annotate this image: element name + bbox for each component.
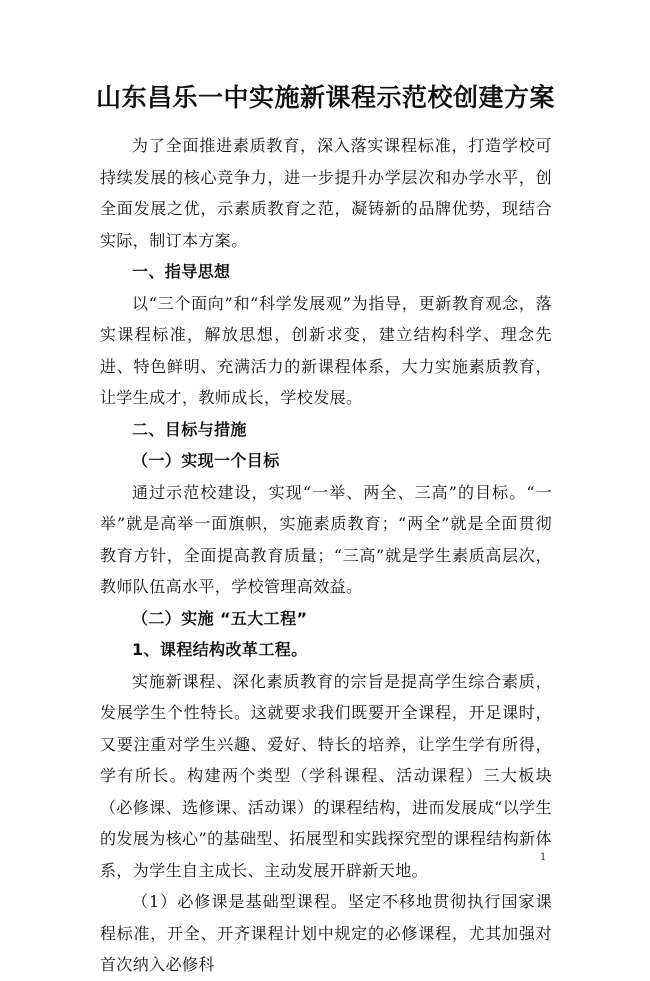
one-goal-paragraph: 通过示范校建设，实现“一举、两全、三高”的目标。“一举”就是高举一面旗帜，实施素质教育；“两全”就是全面贯彻教育方针，全面提高教育质量；“三高”就是学生素质高层次，教师队伍高水平，学校管理高效益。 <box>100 482 552 596</box>
document-title: 山东昌乐一中实施新课程示范校创建方案 <box>96 83 556 112</box>
intro-paragraph: 为了全面推进素质教育，深入落实课程标准，打造学校可持续发展的核心竞争力，进一步提升办学层次和办学水平，创全面发展之优，示素质教育之范，凝铸新的品牌优势，现结合实际，制订本方案。 <box>100 136 552 250</box>
curriculum-reform-paragraph: 实施新课程、深化素质教育的宗旨是提高学生综合素质，发展学生个性特长。这就要求我们既要开全课程，开足课时，又要注重对学生兴趣、爱好、特长的培养，让学生学有所得，学有所长。构建两个类型（学科课程、活动课程）三大板块（必修课、选修课、活动课）的课程结构，进而发展成“以学生的发展为核心”的基础型、拓展型和实践探究型的课程结构新体系，为学生自主成长、主动发展开辟新天地。 <box>100 671 552 880</box>
section-heading-guiding-ideology: 一、指导思想 <box>132 262 231 281</box>
item-heading-curriculum-reform: 1、课程结构改革工程。 <box>132 640 308 659</box>
page-number: 1 <box>540 852 547 863</box>
section-heading-goals-measures: 二、目标与措施 <box>132 419 247 439</box>
guiding-ideology-paragraph: 以“三个面向”和“科学发展观”为指导，更新教育观念，落实课程标准，解放思想，创新求变，建立结构科学、理念先进、特色鲜明、充满活力的新课程体系，大力实施素质教育，让学生成才，教师成长，学校发展。 <box>100 293 552 407</box>
subsection-heading-five-projects: （二）实施 “五大工程” <box>132 608 308 628</box>
required-courses-paragraph: （1）必修课是基础型课程。坚定不移地贯彻执行国家课程标准，开全、开齐课程计划中规定的必修课程，尤其加强对首次纳入必修科 <box>100 892 552 974</box>
subsection-heading-one-goal: （一）实现一个目标 <box>132 451 280 470</box>
document-body <box>100 130 552 981</box>
